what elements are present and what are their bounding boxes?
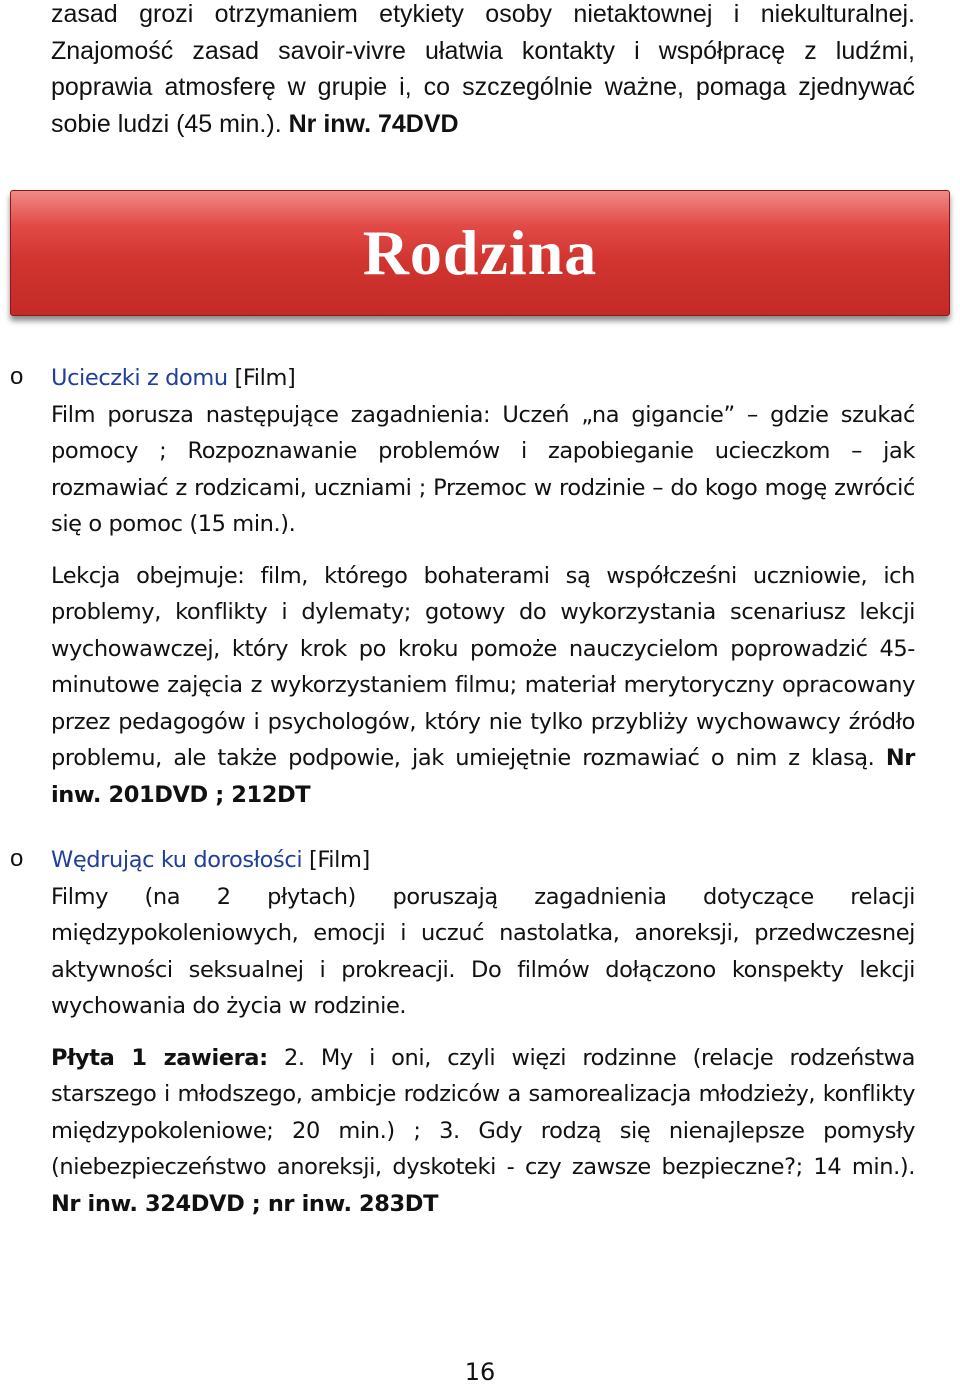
page-number: 16	[464, 1358, 496, 1386]
bullet-marker: o	[10, 845, 24, 872]
item-description: Film porusza następujące zagadnienia: Uczeń „na gigancie” – gdzie szukać pomocy ; Rozpoznawanie problemów i zapobieganie ucieczkom – jak rozmawiać z rodzicami, uczniami ; Przemoc w rodzinie – do kogo mogę zwrócić się o pomoc (15 min.).	[51, 401, 915, 537]
intro-text: zasad grozi otrzymaniem etykiety osoby nietaktownej i niekulturalnej. Znajomość zasad savoir-vivre ułatwia kontakty i współpracę z ludźmi, poprawia atmosferę w grupie i, co szczególnie ważne, pomaga zjednywać sobie ludzi (45 min.).	[51, 0, 915, 138]
item-type: [Film]	[227, 365, 296, 391]
item-body	[51, 842, 915, 1222]
item-heading	[51, 842, 915, 879]
item-title-link[interactable]: Ucieczki z domu	[51, 365, 228, 391]
item-disc-contents	[51, 1040, 915, 1223]
item-inventory-number: Nr inw. 324DVD ; nr inw. 283DT	[51, 1190, 439, 1217]
item-title-link[interactable]: Wędrując ku dorosłości	[51, 847, 303, 873]
item-heading	[51, 360, 915, 397]
section-title: Rodzina	[362, 217, 598, 288]
intro-paragraph	[51, 0, 915, 142]
item-body	[51, 360, 915, 813]
item-type: [Film]	[302, 847, 370, 873]
intro-inventory-number: Nr inw. 74DVD	[288, 109, 459, 138]
item-description: Filmy (na 2 płytach) poruszają zagadnienia dotyczące relacji międzypokoleniowych, emocji i uczuć nastolatka, anoreksji, przedwczesnej aktywności seksualnej i prokreacji. Do filmów dołączono konspekty lekcji wychowania do życia w rodzinie.	[51, 883, 915, 1019]
item-disc-label: Płyta 1 zawiera:	[51, 1044, 268, 1071]
item-disc-text: 2. My i oni, czyli więzi rodzinne (relacje rodzeństwa starszego i młodszego, ambicje rodziców a samorealizacja młodzieży, konflikty międzypokoleniowe; 20 min.) ; 3. Gdy rodzą się nienajlepsze pomysły (niebezpieczeństwo anoreksji, dyskoteki - czy zawsze bezpieczne?; 14 min.).	[51, 1044, 916, 1180]
item-lesson-text: Lekcja obejmuje: film, którego bohaterami są współcześni uczniowie, ich problemy, konflikty i dylematy; gotowy do wykorzystania scenariusz lekcji wychowawczej, który krok po kroku pomoże nauczycielom poprowadzić 45-minutowe zajęcia z wykorzystaniem filmu; materiał merytoryczny opracowany przez pedagogów i psychologów, który nie tylko przybliży wychowawcy źródło problemu, ale także podpowie, jak umiejętnie rozmawiać o nim z klasą.	[51, 562, 915, 771]
item-lesson	[51, 558, 915, 814]
bullet-marker: o	[10, 363, 24, 390]
item-inventory-number: Nr inw. 201DVD ; 212DT	[51, 745, 915, 808]
section-banner	[10, 190, 950, 316]
